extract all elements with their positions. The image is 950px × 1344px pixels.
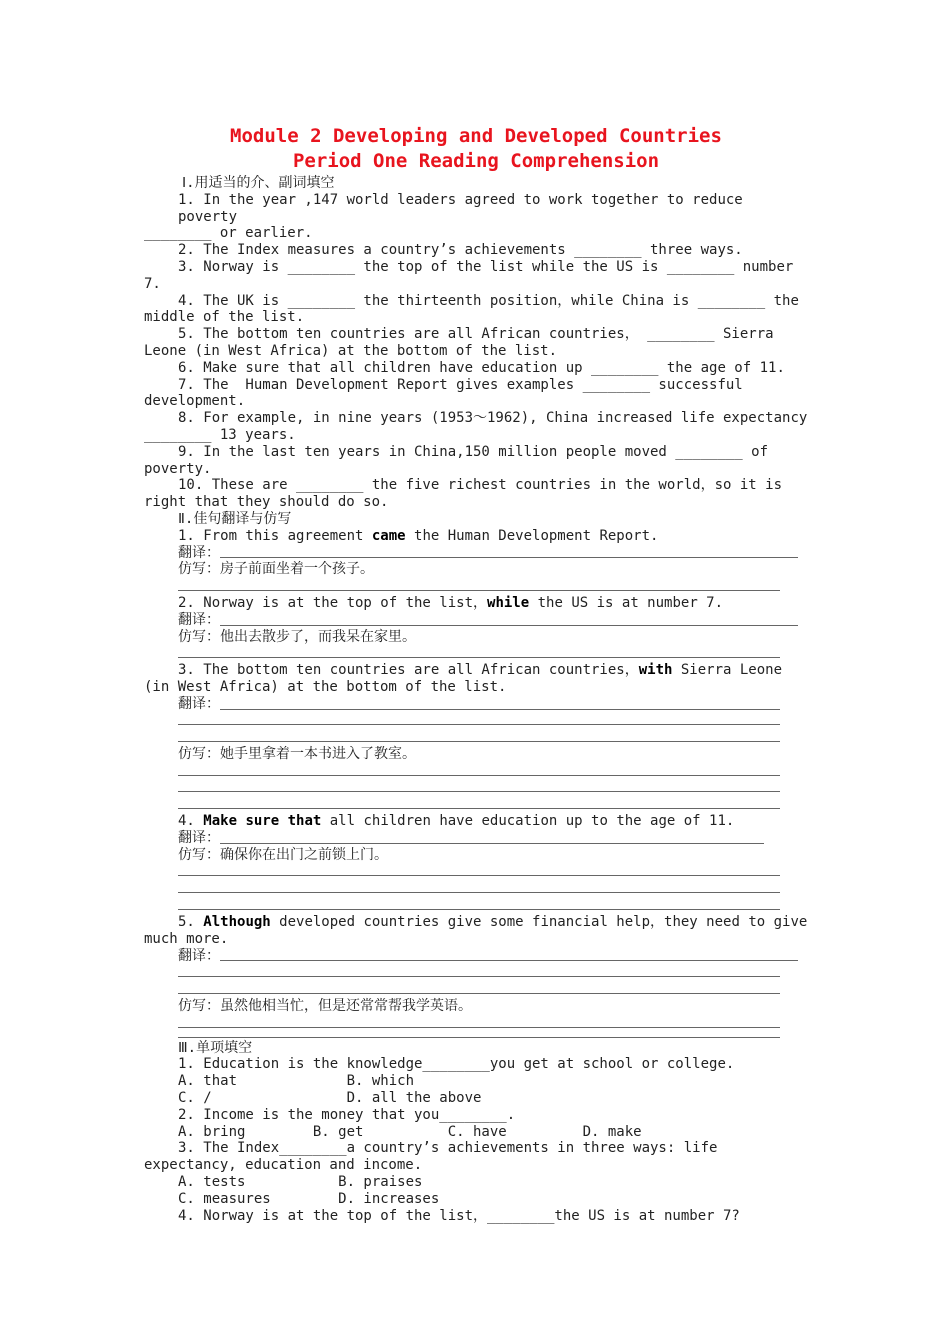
imitation-prompt: 他出去散步了，而我呆在家里。 <box>220 628 416 645</box>
section-heading-1: Ⅰ.用适当的介、副词填空 <box>182 175 335 191</box>
sentence-item <box>144 595 808 612</box>
answer-line[interactable] <box>220 830 764 844</box>
imitation-row <box>144 998 808 1015</box>
sentence-text: 4. <box>178 813 204 830</box>
question: 10. These are ________ the five richest countries in the world，so it is <box>178 477 783 494</box>
sentence-text: the US is at number 7. <box>529 594 724 611</box>
question: 5. The bottom ten countries are all African countries， ________ Sierra <box>178 326 774 343</box>
mc-question-cont: expectancy, education and income. <box>144 1157 423 1174</box>
answer-line[interactable] <box>220 612 798 626</box>
answer-line[interactable] <box>144 981 808 998</box>
translation-label: 翻译： <box>178 695 220 712</box>
question-cont: poverty. <box>144 460 212 477</box>
mc-options[interactable]: A. tests B. praises <box>178 1174 423 1191</box>
question: 1. In the year ,147 world leaders agreed to work together to reduce poverty <box>178 191 752 225</box>
sentence-item <box>144 528 808 545</box>
worksheet-page <box>144 124 808 1224</box>
sentence-item <box>144 662 808 679</box>
question: 8. For example, in nine years (1953～1962), China increased life expectancy <box>178 410 808 427</box>
imitation-label: 仿写： <box>178 561 220 578</box>
imitation-row <box>144 561 808 578</box>
imitation-prompt: 虽然他相当忙，但是还常常帮我学英语。 <box>220 998 472 1015</box>
question-cont: middle of the list. <box>144 309 305 326</box>
answer-line[interactable] <box>144 763 808 780</box>
imitation-label: 仿写： <box>178 628 220 645</box>
imitation-row <box>144 847 808 864</box>
sentence-keyword: Although <box>203 914 271 931</box>
sentence-text: 1. From this agreement <box>178 527 372 544</box>
imitation-label: 仿写： <box>178 846 220 863</box>
translation-row <box>144 830 808 847</box>
answer-line[interactable] <box>144 796 808 813</box>
translation-row <box>144 545 808 562</box>
answer-line[interactable] <box>144 578 808 595</box>
sentence-keyword: with <box>638 662 673 679</box>
question: 6. Make sure that all children have education up ________ the age of 11. <box>178 359 785 376</box>
imitation-row <box>144 746 808 763</box>
imitation-prompt: 她手里拿着一本书进入了教室。 <box>220 746 416 763</box>
question-cont: 7. <box>144 275 161 292</box>
sentence-keyword: Make sure that <box>203 813 322 830</box>
sentence-cont: much more. <box>144 930 229 947</box>
sentence-text: 2. Norway is at the top of the list， <box>178 594 488 611</box>
imitation-prompt: 确保你在出门之前锁上门。 <box>220 846 388 863</box>
answer-line[interactable] <box>144 864 808 881</box>
translation-label: 翻译： <box>178 544 220 561</box>
imitation-label: 仿写： <box>178 998 220 1015</box>
answer-line[interactable] <box>144 729 808 746</box>
answer-line[interactable] <box>144 964 808 981</box>
answer-line[interactable] <box>144 1015 808 1032</box>
question: 3. Norway is ________ the top of the list while the US is ________ number <box>178 258 794 275</box>
translation-label: 翻译： <box>178 611 220 628</box>
question: 7. The Human Development Report gives examples ________ successful <box>178 376 743 393</box>
section-heading-3: Ⅲ.单项填空 <box>178 1039 253 1056</box>
answer-line[interactable] <box>220 545 798 559</box>
question-cont: ________ or earlier. <box>144 225 313 242</box>
sentence-text: Sierra Leone <box>672 662 783 679</box>
question-cont: development. <box>144 393 246 410</box>
translation-label: 翻译： <box>178 947 220 964</box>
sentence-text: the Human Development Report. <box>405 527 659 544</box>
answer-line[interactable] <box>144 780 808 797</box>
mc-question: 4. Norway is at the top of the list，________the US is at number 7? <box>178 1207 740 1224</box>
sentence-cont: (in West Africa) at the bottom of the list. <box>144 678 507 695</box>
sentence-text: all children have education up to the age of 11. <box>321 813 735 830</box>
sentence-item <box>144 813 808 830</box>
translation-row <box>144 612 808 629</box>
imitation-row <box>144 629 808 646</box>
question-cont: ________ 13 years. <box>144 426 296 443</box>
imitation-label: 仿写： <box>178 746 220 763</box>
period-title: Period One Reading Comprehension <box>292 150 660 172</box>
answer-line[interactable] <box>144 897 808 914</box>
sentence-text: developed countries give some financial help，they need to give <box>270 914 808 931</box>
translation-row <box>144 696 808 713</box>
sentence-keyword: came <box>371 527 406 544</box>
sentence-item <box>144 914 808 931</box>
answer-line[interactable] <box>144 880 808 897</box>
sentence-text: 5. <box>178 914 204 931</box>
question-cont: right that they should do so. <box>144 494 389 511</box>
mc-question: 1. Education is the knowledge________you get at school or college. <box>178 1056 735 1073</box>
question: 4. The UK is ________ the thirteenth position，while China is ________ the <box>178 292 799 309</box>
answer-line[interactable] <box>144 645 808 662</box>
imitation-prompt: 房子前面坐着一个孩子。 <box>220 561 374 578</box>
mc-question: 2. Income is the money that you________. <box>178 1106 516 1123</box>
mc-options[interactable]: A. bring B. get C. have D. make <box>178 1123 642 1140</box>
answer-line[interactable] <box>220 696 780 710</box>
mc-options[interactable]: C. measures D. increases <box>178 1190 440 1207</box>
question-cont: Leone (in West Africa) at the bottom of the list. <box>144 342 558 359</box>
translation-label: 翻译： <box>178 830 220 847</box>
mc-options[interactable]: A. that B. which <box>178 1073 415 1090</box>
translation-row <box>144 948 808 965</box>
section-heading-2: Ⅱ.佳句翻译与仿写 <box>178 510 292 527</box>
answer-line[interactable] <box>144 1032 808 1040</box>
answer-line[interactable] <box>144 713 808 730</box>
question: 2. The Index measures a country’s achievements ________ three ways. <box>178 242 743 259</box>
sentence-text: 3. The bottom ten countries are all African countries， <box>178 662 639 679</box>
module-title: Module 2 Developing and Developed Countries <box>230 125 722 147</box>
mc-options[interactable]: C. / D. all the above <box>178 1090 482 1107</box>
mc-question: 3. The Index________a country’s achievements in three ways: life <box>178 1140 718 1157</box>
answer-line[interactable] <box>220 948 798 962</box>
question: 9. In the last ten years in China,150 million people moved ________ of <box>178 443 769 460</box>
sentence-keyword: while <box>487 594 530 611</box>
